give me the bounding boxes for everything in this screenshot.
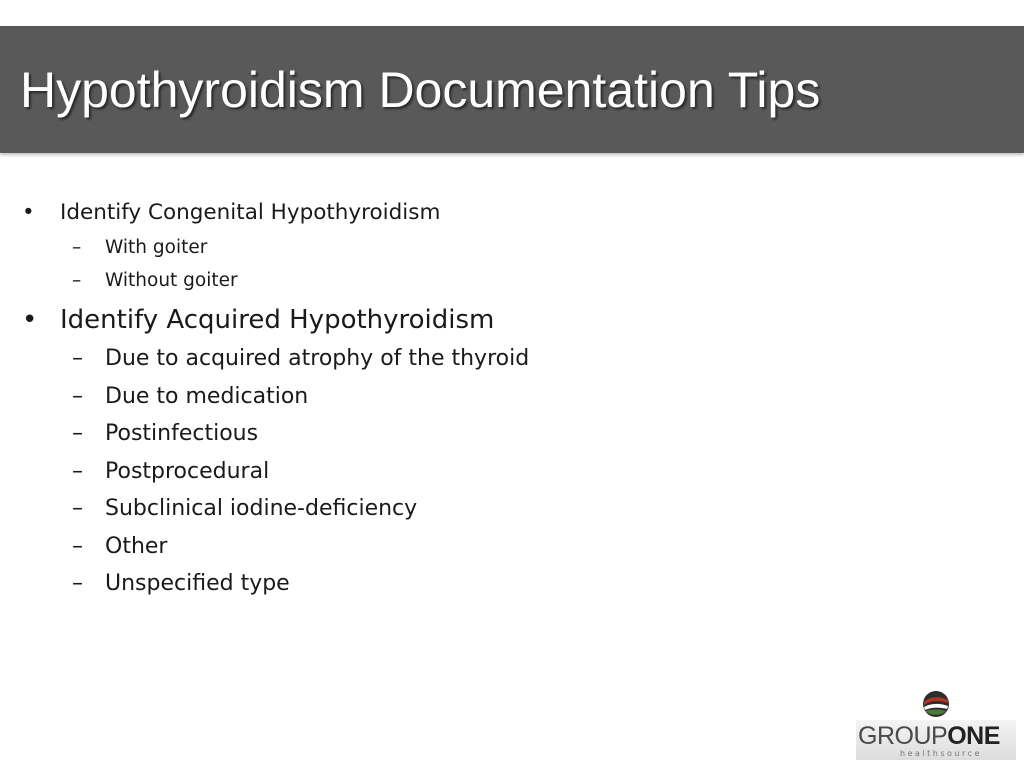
- logo-wordmark: [858, 723, 1000, 749]
- logo-subtitle: healthsource: [900, 749, 982, 758]
- dash-marker: –: [72, 237, 82, 258]
- sub-bullet-label: With goiter: [105, 237, 208, 258]
- sub-bullet-label: Unspecified type: [105, 571, 290, 596]
- logo-word-bold: ONE: [947, 722, 1000, 750]
- sub-bullet-label: Postinfectious: [105, 421, 259, 446]
- logo-word-light: GROUP: [858, 722, 948, 750]
- sub-bullet-label: Postprocedural: [105, 459, 270, 484]
- bullet-label: Identify Acquired Hypothyroidism: [60, 305, 495, 335]
- sub-bullet-label: Without goiter: [105, 270, 238, 291]
- dash-marker: –: [72, 270, 82, 291]
- dash-marker: –: [72, 421, 83, 446]
- logo-globe-icon: [922, 690, 950, 718]
- dash-marker: –: [72, 534, 83, 559]
- sub-bullet-label: Subclinical iodine-deficiency: [105, 496, 418, 521]
- bullet-marker: •: [22, 305, 38, 335]
- dash-marker: –: [72, 571, 83, 596]
- slide-title: Hypothyroidism Documentation Tips: [20, 62, 821, 118]
- dash-marker: –: [72, 384, 83, 409]
- sub-bullet-label: Due to medication: [105, 384, 309, 409]
- dash-marker: –: [72, 346, 83, 371]
- sub-bullet-label: Due to acquired atrophy of the thyroid: [105, 346, 530, 371]
- dash-marker: –: [72, 459, 83, 484]
- bullet-label: Identify Congenital Hypothyroidism: [60, 200, 441, 225]
- bullet-marker: •: [22, 200, 35, 225]
- dash-marker: –: [72, 496, 83, 521]
- sub-bullet-label: Other: [105, 534, 168, 559]
- company-logo: [856, 690, 1016, 760]
- title-bar: [0, 26, 1024, 153]
